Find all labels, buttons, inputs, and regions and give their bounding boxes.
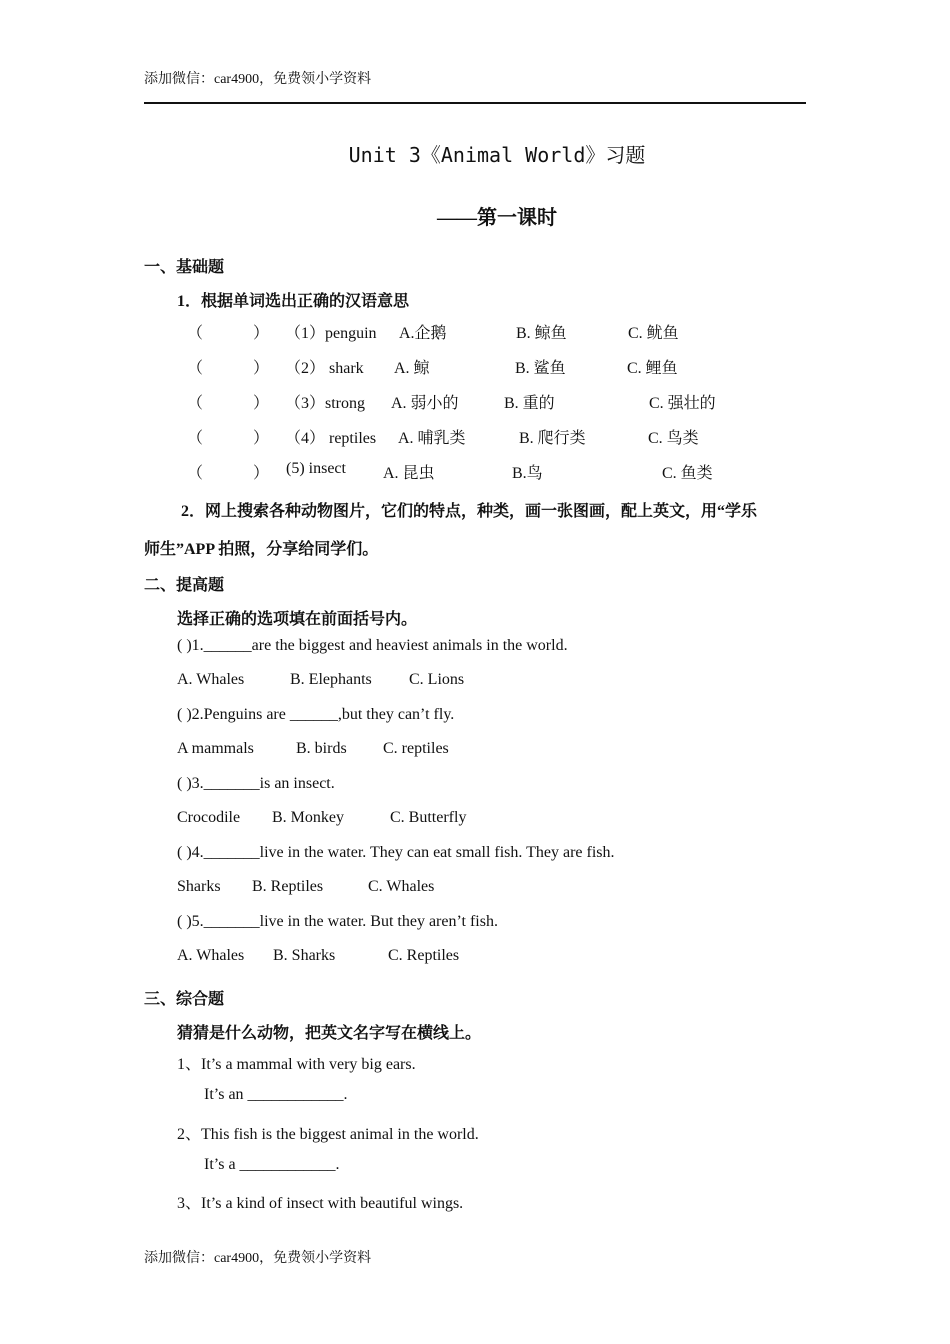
riddle-answer-line: It’s a ____________. — [204, 1156, 340, 1173]
option-a: A.企鹅 — [399, 325, 447, 342]
page-header: 添加微信：car4900，免费领小学资料 — [144, 72, 372, 87]
option-b: B.鸟 — [512, 465, 543, 482]
vocab-word: （2） shark — [285, 360, 364, 377]
mc-question: ( )3._______is an insect. — [177, 775, 335, 792]
mc-question: ( )1.______are the biggest and heaviest animals in the world. — [177, 637, 568, 654]
page-footer: 添加微信：car4900，免费领小学资料 — [144, 1251, 372, 1266]
mc-question: ( )4._______live in the water. They can eat small fish. They are fish. — [177, 844, 615, 861]
option-a: A. Whales — [177, 947, 245, 964]
header-rule — [144, 102, 806, 104]
option-b: B. Monkey — [272, 809, 344, 826]
page-title: Unit 3《Animal World》习题 — [348, 143, 646, 167]
page-subtitle: ——第一课时 — [437, 207, 557, 229]
mc-question: ( )2.Penguins are ______,but they can’t fly. — [177, 706, 455, 723]
option-c: C. Butterfly — [390, 809, 467, 826]
option-a: A. 弱小的 — [391, 395, 459, 412]
option-b: B. Elephants — [290, 671, 372, 688]
option-a: A. 哺乳类 — [398, 430, 466, 447]
vocab-word: （4） reptiles — [285, 430, 377, 447]
section3-heading: 三、综合题 — [144, 991, 225, 1008]
option-b: B. Sharks — [273, 947, 336, 964]
option-c: C. 强壮的 — [649, 395, 716, 412]
option-a: A. Whales — [177, 671, 245, 688]
vocab-word: (5) insect — [286, 460, 346, 477]
option-a: Sharks — [177, 878, 221, 895]
option-c: C. 鱼类 — [662, 465, 713, 482]
option-c: C. 鱿鱼 — [628, 325, 679, 342]
riddle-answer-line: It’s an ____________. — [204, 1086, 348, 1103]
riddle-clue: 1、It’s a mammal with very big ears. — [177, 1056, 416, 1073]
vocab-word: （1）penguin — [285, 325, 377, 342]
document-page: 添加微信：car4900，免费领小学资料 Unit 3《Animal World》习题 ——第一课时 一、基础题 1．根据单词选出正确的汉语意思 （ ） （1）penguin A.企鹅 B. 鲸鱼 C. 鱿鱼 （ ） （2） shark A. 鲸 B. 鲨鱼 C. 鲤鱼 （ ） （3）strong A. 弱小的 B. 重的 C. 强壮的 （ ） （4） reptiles A. 哺乳类 B. 爬行类 C. 鸟类 （ ） (5) insect A. 昆虫 B.鸟 C. 鱼类 2．网上搜索各种动物图片，它们的特点，种类，画一张图画，配上英文，用“学乐 师生”APP 拍照，分享给同学们。 二、提高题 选择正确的选项填在前面括号内。 ( )1.______are the biggest and heaviest animals in the world. A. Whales B. Elephants C. Lions ( )2.Penguins are ______,but they can’t fly. A mammals B. birds C. reptiles ( )3._______is an insect. Crocodile B. Monkey C. Butterfly ( )4._______live in the water. They can eat small fish. They are fish. Sharks B. Reptiles C. Whales ( )5._______live in the water. But they aren’t fish. A. Whales B. Sharks C. Reptiles 三、综合题 猜猜是什么动物，把英文名字写在横线上。 1、It’s a mammal with very big ears. It’s an ____________. 2、This fish is the biggest animal in the world. It’s a ____________. 3、It’s a kind of insect with beautiful wings. 添加微信：car4900，免费领小学资料 — [0, 0, 950, 1344]
riddle-clue: 2、This fish is the biggest animal in the world. — [177, 1126, 479, 1143]
option-b: B. 鲸鱼 — [516, 325, 567, 342]
section1-heading: 一、基础题 — [144, 259, 225, 276]
option-c: C. Whales — [368, 878, 435, 895]
option-b: B. Reptiles — [252, 878, 324, 895]
q2-line1: 2．网上搜索各种动物图片，它们的特点，种类，画一张图画，配上英文，用“学乐 — [181, 503, 758, 520]
option-c: C. 鸟类 — [648, 430, 699, 447]
q2-line2: 师生”APP 拍照，分享给同学们。 — [144, 541, 379, 558]
option-a: A mammals — [177, 740, 254, 757]
section2-instruction: 选择正确的选项填在前面括号内。 — [177, 611, 418, 628]
option-c: C. reptiles — [383, 740, 449, 757]
option-b: B. 重的 — [504, 395, 555, 412]
mc-question: ( )5._______live in the water. But they aren’t fish. — [177, 913, 498, 930]
option-a: A. 昆虫 — [383, 465, 435, 482]
option-b: B. 鲨鱼 — [515, 360, 566, 377]
option-a: A. 鲸 — [394, 360, 430, 377]
riddle-clue: 3、It’s a kind of insect with beautiful wings. — [177, 1195, 464, 1212]
option-b: B. birds — [296, 740, 347, 757]
option-c: C. Lions — [409, 671, 465, 688]
vocab-word: （3）strong — [285, 395, 366, 412]
option-c: C. 鲤鱼 — [627, 360, 678, 377]
option-a: Crocodile — [177, 809, 241, 826]
option-b: B. 爬行类 — [519, 430, 586, 447]
section3-instruction: 猜猜是什么动物，把英文名字写在横线上。 — [177, 1025, 482, 1042]
section2-heading: 二、提高题 — [144, 577, 225, 594]
q1-title: 1．根据单词选出正确的汉语意思 — [177, 293, 410, 310]
option-c: C. Reptiles — [388, 947, 460, 964]
